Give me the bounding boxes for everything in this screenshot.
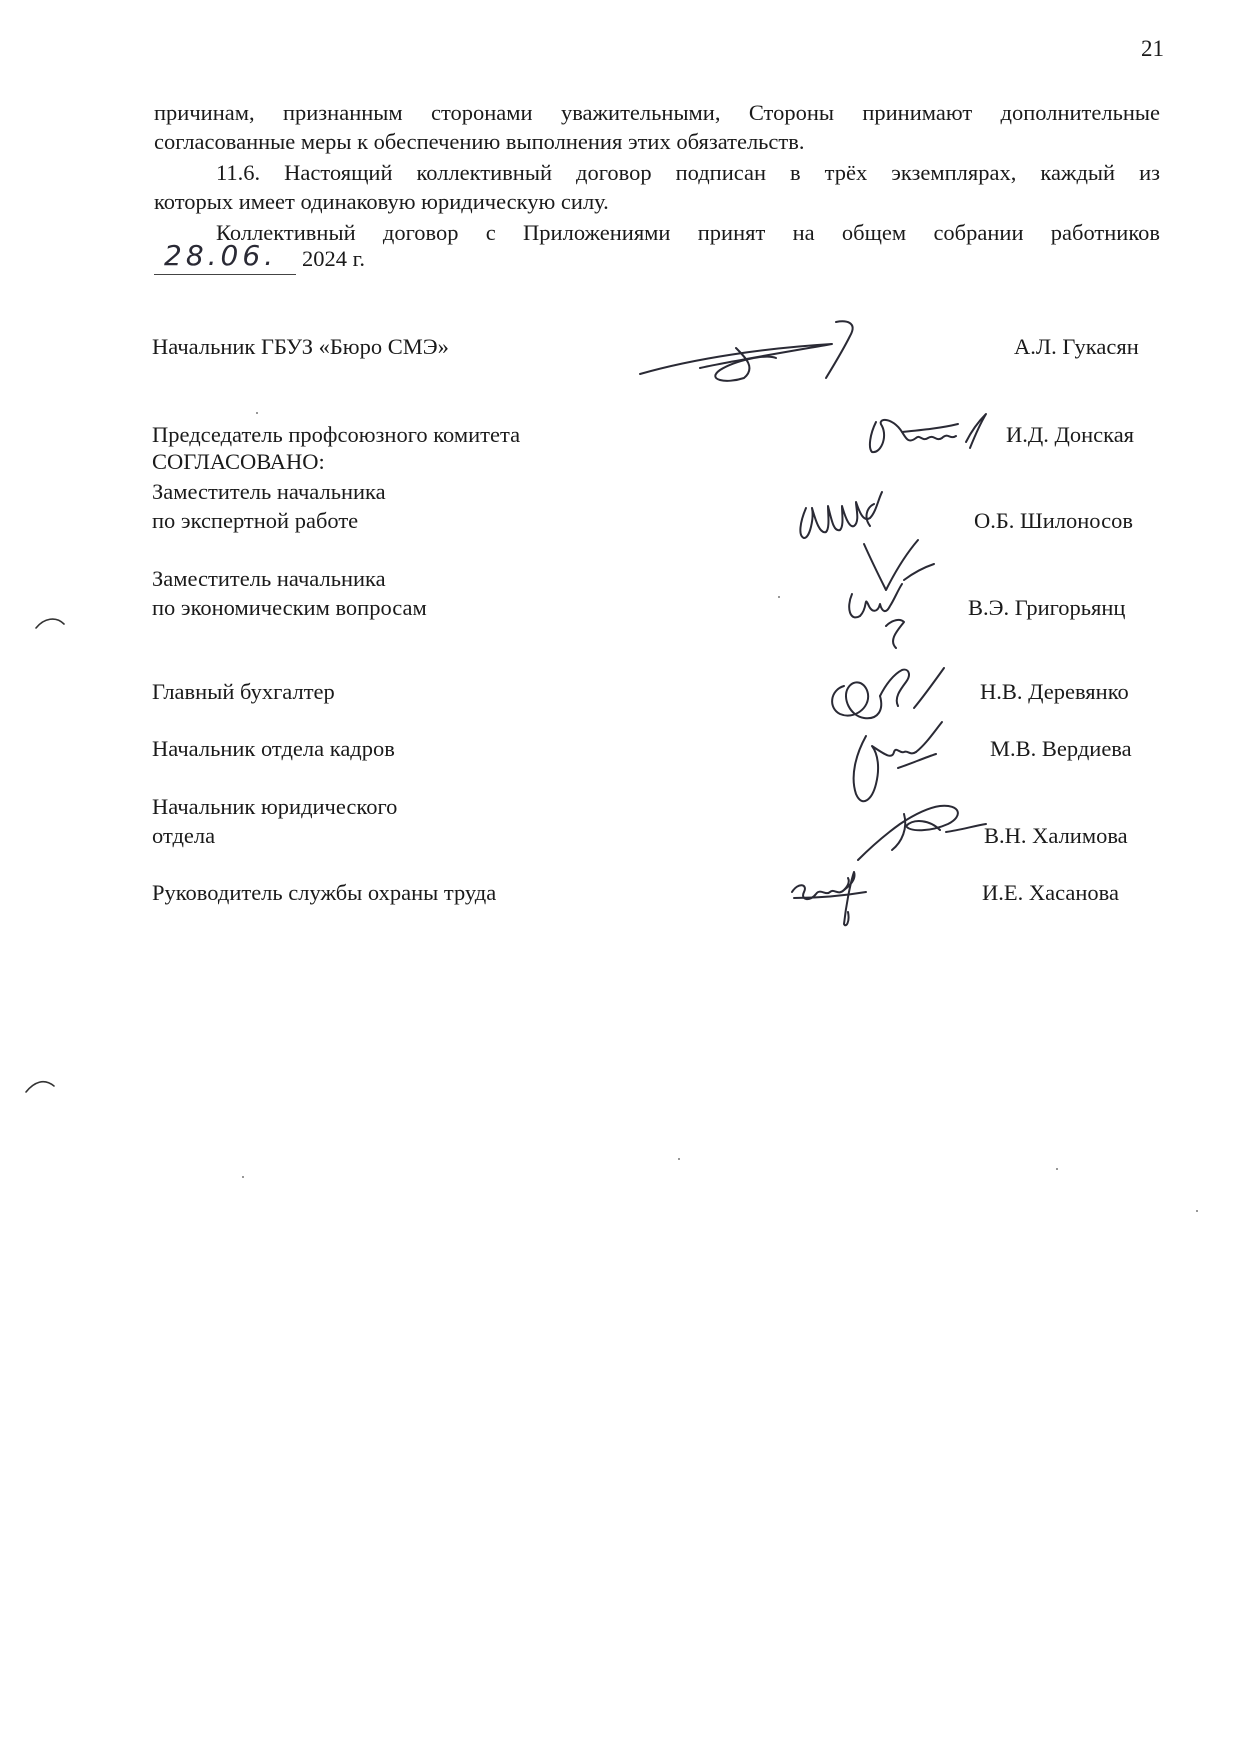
scan-dot — [256, 412, 258, 414]
signature-union-chair — [862, 408, 1002, 462]
date-year: 2024 г. — [302, 246, 365, 271]
role-hr-head: Начальник отдела кадров — [152, 736, 395, 761]
signature-head — [636, 318, 868, 388]
role-deputy-economic-line1: Заместитель начальника — [152, 566, 386, 591]
date-underline — [154, 274, 296, 275]
paragraph-11-6 — [154, 158, 1160, 216]
role-safety-head: Руководитель службы охраны труда — [152, 880, 497, 905]
handwritten-date — [162, 238, 300, 272]
role-deputy-expert-line1: Заместитель начальника — [152, 479, 386, 504]
scan-dot — [1196, 1210, 1198, 1212]
role-legal-head-line1: Начальник юридического — [152, 794, 398, 819]
paragraph-line: причинам, признанным сторонами уважительными, Стороны принимают дополнительные — [154, 100, 1160, 125]
name-deputy-expert: О.Б. Шилоносов — [974, 508, 1133, 533]
role-union-chair: Председатель профсоюзного комитета — [152, 422, 521, 447]
role-deputy-expert-line2: по экспертной работе — [152, 508, 359, 533]
scan-mark — [24, 1076, 58, 1098]
name-chief-accountant: Н.В. Деревянко — [980, 679, 1129, 704]
agreed-heading: СОГЛАСОВАНО: — [152, 449, 325, 474]
page-number: 21 — [1141, 36, 1164, 61]
name-union-chair: И.Д. Донская — [1006, 422, 1135, 447]
scan-dot — [778, 596, 780, 598]
paragraph-line: согласованные меры к обеспечению выполнения этих обязательств. — [154, 129, 805, 154]
paragraph-line: которых имеет одинаковую юридическую силу. — [154, 189, 609, 214]
name-head: А.Л. Гукасян — [1014, 334, 1139, 359]
scan-dot — [678, 1158, 680, 1160]
paragraph-obligations — [154, 98, 1160, 156]
paragraph-line: 11.6. Настоящий коллективный договор подписан в трёх экземплярах, каждый из — [216, 160, 1160, 185]
name-hr-head: М.В. Вердиева — [990, 736, 1132, 761]
paragraph-line: Коллективный договор с Приложениями принят на общем собрании работников — [216, 220, 1160, 245]
name-legal-head: В.Н. Халимова — [984, 823, 1128, 848]
svg-text:28.06.: 28.06. — [164, 239, 278, 272]
scan-dot — [242, 1176, 244, 1178]
role-legal-head-line2: отдела — [152, 823, 216, 848]
scan-dot — [1056, 1168, 1058, 1170]
role-head: Начальник ГБУЗ «Бюро СМЭ» — [152, 334, 449, 359]
signature-safety-head — [786, 862, 896, 932]
paragraph-adoption — [154, 218, 1160, 247]
scan-mark — [34, 614, 68, 634]
name-deputy-economic: В.Э. Григорьянц — [968, 595, 1126, 620]
role-deputy-economic-line2: по экономическим вопросам — [152, 595, 427, 620]
role-chief-accountant: Главный бухгалтер — [152, 679, 335, 704]
signature-deputy-economic — [842, 560, 952, 650]
signature-legal-head — [850, 790, 990, 870]
name-safety-head: И.Е. Хасанова — [982, 880, 1119, 905]
